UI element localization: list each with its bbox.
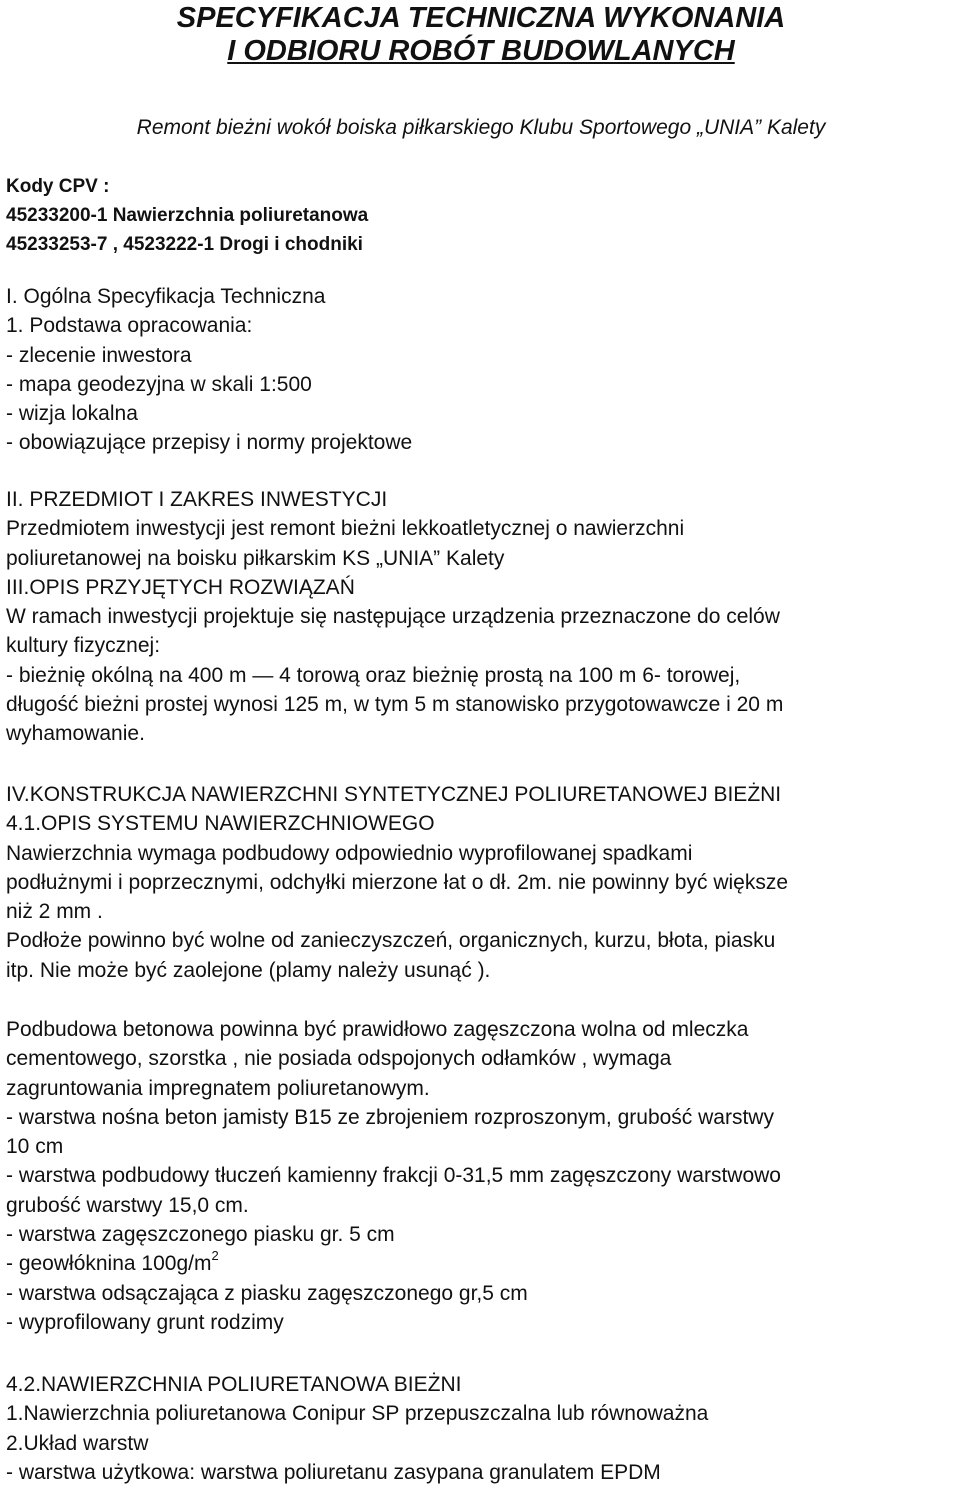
text-line: - mapa geodezyjna w skali 1:500 [6, 372, 312, 396]
cpv-codes [6, 172, 368, 259]
section-general-spec [6, 282, 956, 458]
text-line: 10 cm [6, 1135, 64, 1159]
text-line: 2.Układ warstw [6, 1431, 149, 1455]
section-scope [6, 485, 956, 749]
document-page [6, 0, 956, 1484]
text-line: Podbudowa betonowa powinna być prawidłowo zagęszczona wolna od mleczka [6, 1018, 749, 1041]
cpv-line: Kody CPV : [6, 176, 110, 197]
geotextile-text: - geowłóknina 100g/m [6, 1252, 212, 1276]
text-line: grubość warstwy 15,0 cm. [6, 1193, 249, 1217]
text-line: 4.2.NAWIERZCHNIA POLIURETANOWA BIEŻNI [6, 1373, 462, 1396]
text-line: - warstwa zagęszczonego piasku gr. 5 cm [6, 1223, 395, 1247]
text-line: I. Ogólna Specyfikacja Techniczna [6, 285, 326, 308]
document-subtitle: Remont bieżni wokół boiska piłkarskiego Klubu Sportowego „UNIA” Kalety [136, 116, 826, 139]
document-title [6, 0, 956, 68]
text-line: - wizja lokalna [6, 402, 138, 426]
text-line: - warstwa podbudowy tłuczeń kamienny frakcji 0-31,5 mm zagęszczony warstwowo [6, 1164, 781, 1188]
text-line: - warstwa odsączająca z piasku zagęszczonego gr,5 cm [6, 1281, 528, 1305]
text-line: 1.Nawierzchnia poliuretanowa Conipur SP przepuszczalna lub równoważna [6, 1402, 709, 1426]
text-line: W ramach inwestycji projektuje się następujące urządzenia przeznaczone do celów [6, 605, 780, 629]
text-line: - warstwa użytkowa: warstwa poliuretanu zasypana granulatem EPDM [6, 1460, 661, 1484]
text-line: poliuretanowej na boisku piłkarskim KS „UNIA” Kalety [6, 546, 505, 570]
text-line: 4.1.OPIS SYSTEMU NAWIERZCHNIOWEGO [6, 812, 435, 836]
text-line: - wyprofilowany grunt rodzimy [6, 1310, 284, 1334]
section-pu-surface [6, 1370, 956, 1487]
cpv-line: 45233200-1 Nawierzchnia poliuretanowa [6, 205, 369, 226]
text-line: - bieżnię okólną na 400 m — 4 torową oraz bieżnię prostą na 100 m 6- torowej, [6, 663, 741, 687]
text-line: wyhamowanie. [6, 722, 145, 746]
text-line: Przedmiotem inwestycji jest remont bieżni lekkoatletycznej o nawierzchni [6, 517, 685, 541]
superscript: 2 [211, 1248, 219, 1264]
text-line: Nawierzchnia wymaga podbudowy odpowiednio wyprofilowanej spadkami [6, 841, 693, 865]
text-line: II. PRZEDMIOT I ZAKRES INWESTYCJI [6, 488, 388, 511]
text-line: zagruntowania impregnatem poliuretanowym. [6, 1076, 430, 1100]
text-line: 1. Podstawa opracowania: [6, 314, 253, 338]
text-line: - obowiązujące przepisy i normy projektowe [6, 431, 413, 455]
section-base-layers [6, 1015, 956, 1337]
section-construction [6, 780, 956, 985]
text-line: kultury fizycznej: [6, 634, 161, 658]
text-line: cementowego, szorstka , nie posiada odspojonych odłamków , wymaga [6, 1047, 672, 1071]
text-line [6, 1249, 956, 1278]
text-line: - warstwa nośna beton jamisty B15 ze zbrojeniem rozproszonym, grubość warstwy [6, 1105, 774, 1129]
text-line: itp. Nie może być zaolejone (plamy należy usunąć ). [6, 958, 491, 982]
text-line: podłużnymi i poprzecznymi, odchyłki mierzone łat o dł. 2m. nie powinny być większe [6, 870, 789, 894]
text-line: Podłoże powinno być wolne od zanieczyszczeń, organicznych, kurzu, błota, piasku [6, 929, 776, 953]
cpv-line: 45233253-7 , 4523222-1 Drogi i chodniki [6, 234, 363, 255]
title-line-1: SPECYFIKACJA TECHNICZNA WYKONANIA [176, 2, 786, 34]
text-line: III.OPIS PRZYJĘTYCH ROZWIĄZAŃ [6, 575, 355, 599]
text-line: niż 2 mm . [6, 900, 103, 924]
text-line: długość bieżni prostej wynosi 125 m, w tym 5 m stanowisko przygotowawcze i 20 m [6, 693, 784, 717]
text-line: - zlecenie inwestora [6, 343, 192, 367]
text-line: IV.KONSTRUKCJA NAWIERZCHNI SYNTETYCZNEJ POLIURETANOWEJ BIEŻNI [6, 783, 782, 806]
title-line-2: I ODBIORU ROBÓT BUDOWLANYCH [227, 35, 735, 67]
